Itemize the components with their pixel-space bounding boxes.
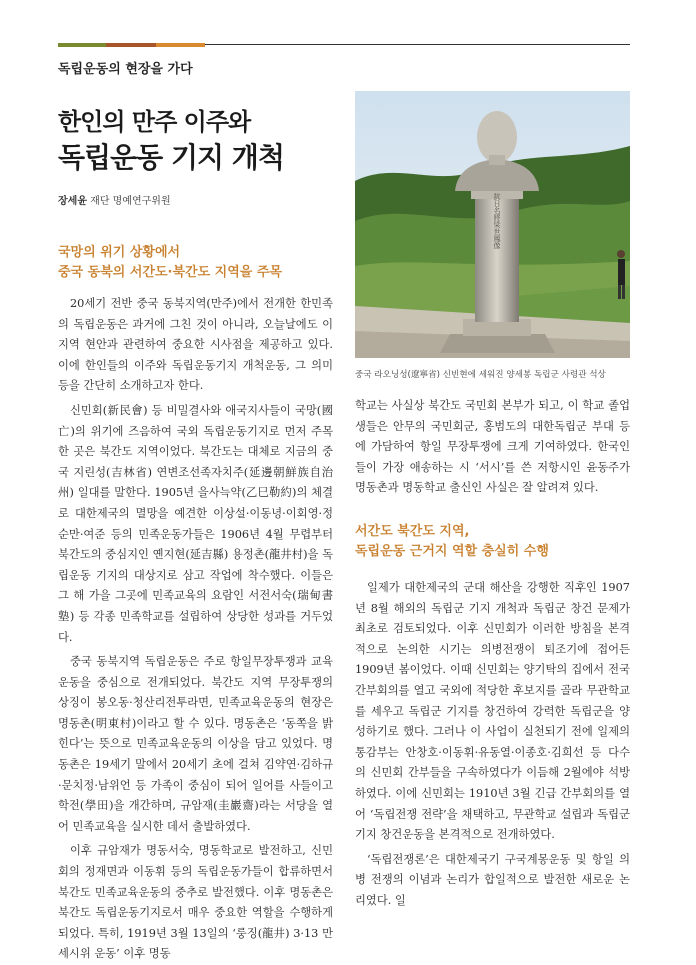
section2-paragraph: ‘독립전쟁론’은 대한제국기 구국계몽운동 및 항일 의병 전쟁의 이념과 논리가 합일적으로 발전한 새로운 논리였다. 일 bbox=[355, 852, 630, 907]
author-name: 장세윤 bbox=[58, 196, 87, 207]
section2-heading-line1: 서간도 북간도 지역, bbox=[355, 524, 470, 539]
section1-heading-line1: 국망의 위기 상황에서 bbox=[58, 245, 181, 260]
header-rule bbox=[205, 44, 630, 45]
section2-paragraph: 일제가 대한제국의 군대 해산을 강행한 직후인 1907년 8월 해외의 독립군 기지 개척과 독립군 창건 문제가 최초로 검토되었다. 이후 신민회가 이러한 방침을 본격적으로 논의한 시기는 의병전쟁이 퇴조기에 접어든 1909년 봄이었다. 이때 신민회는 양기탁의 집에서 전국 간부회의를 열고 국외에 적당한 후보지를 골라 무관학교를 세우고 독립군 기지를 창건하여 강력한 독립군을 양성하기로 했다. 그러나 이 사업이 실천되기 전에 일제의 통감부는 안창호·이동휘·유동열·이종호·김희선 등 다수의 신민회 간부들을 구속하였다가 이듬해 2월에야 석방하였다. 이에 신민회는 1910년 3월 긴급 간부회의를 열어 ‘독립전쟁 전략’을 채택하고, 무관학교 설립과 독립군 기지 창건운동을 본격적으로 전개하였다. bbox=[355, 581, 630, 842]
section1-heading bbox=[58, 243, 348, 283]
color-bar-brown bbox=[106, 43, 156, 47]
section2-intro-paragraph: 학교는 사실상 북간도 국민회 본부가 되고, 이 학교 졸업생들은 안무의 국민회군, 홍범도의 대한독립군 부대 등에 가담하여 항일 무장투쟁에 크게 기여하였다. 한국인들이 가장 애송하는 시 ‘서시’를 쓴 저항시인 윤동주가 명동촌과 명동학교 출신인 사실은 잘 알려져 있다. bbox=[355, 399, 630, 495]
author-affiliation: 재단 명예연구위원 bbox=[86, 196, 171, 207]
section2-heading bbox=[355, 522, 630, 562]
article-title-line2: 독립운동 기지 개척 bbox=[58, 141, 284, 174]
stele-inscription: 抗日名將梁世鳳像 bbox=[493, 193, 501, 249]
section2-heading-line2: 독립운동 근거지 역할 충실히 수행 bbox=[355, 544, 549, 559]
section1-body bbox=[58, 294, 333, 965]
section1-paragraph: 중국 동북지역 독립운동은 주로 항일무장투쟁과 교육운동을 중심으로 전개되었다. 북간도 지역 무장투쟁의 상징이 봉오동·청산리전투라면, 민족교육운동의 현장은 명동촌(明東村)이라고 할 수 있다. 명동촌은 ‘동쪽을 밝힌다’는 뜻으로 민족교육운동의 이상을 담고 있었다. 명동촌은 19세기 말에서 20세기 초에 걸쳐 김약연·김하규·문치정·남위언 등 가족이 중심이 되어 일어를 사들이고 학전(學田)을 개간하며, 규암재(圭巖齋)라는 서당을 열어 민족교육을 실시한 데서 출발하였다. bbox=[58, 655, 333, 833]
section2-body bbox=[355, 578, 630, 912]
section-label: 독립운동의 현장을 가다 bbox=[58, 62, 193, 77]
section1-paragraph: 신민회(新民會) 등 비밀결사와 애국지사들이 국망(國亡)의 위기에 즈음하여 국외 독립운동기지로 먼저 주목한 곳은 북간도 지역이었다. 북간도는 대체로 지금의 중국 지린성(吉林省) 연변조선족자치주(延邊朝鮮族自治州) 일대를 말한다. 1905년 을사늑약(乙巳勒約)의 체결로 대한제국의 멸망을 예견한 이상설·이동녕·이회영·정순만·여준 등의 민족운동가들은 1906년 4월 무렵부터 북간도의 중심지인 옌지현(延吉縣) 용정촌(龍井村)을 독립운동 기지의 대상지로 삼고 작업에 착수했다. 이들은 그 해 가을 그곳에 민족교육의 요람인 서전서숙(瑞甸書塾) 등 각종 민족학교를 설립하여 상당한 성과를 거두었다. bbox=[58, 403, 333, 644]
article-title-line1: 한인의 만주 이주와 bbox=[58, 108, 251, 136]
byline bbox=[58, 192, 171, 207]
section1-heading-line2: 중국 동북의 서간도·북간도 지역을 주목 bbox=[58, 265, 282, 280]
section2-intro bbox=[355, 396, 630, 499]
section1-paragraph: 이후 규암재가 명동서숙, 명동학교로 발전하고, 신민회의 정재면과 이동휘 등의 독립운동가들이 합류하면서 북간도 민족교육운동의 중추로 발전했다. 이후 명동촌은 북간도 독립운동기지로서 매우 중요한 역할을 수행하게 되었다. 특히, 1919년 3월 13일의 ‘룽징(龍井) 3·13 만세시위 운동’ 이후 명동 bbox=[58, 844, 333, 961]
color-bar-green bbox=[58, 43, 106, 47]
color-bar-orange bbox=[156, 43, 205, 47]
section1-paragraph: 20세기 전반 중국 동북지역(만주)에서 전개한 한민족의 독립운동은 과거에 그친 것이 아니라, 오늘날에도 이 지역 현안과 관련하여 중요한 시사점을 제공하고 있다. 이에 한인들의 이주와 독립운동기지 개척운동, 그 의미 등을 간단히 소개하고자 한다. bbox=[58, 297, 333, 393]
statue-photo bbox=[355, 91, 630, 358]
photo-caption: 중국 라오닝성(遼寧省) 신빈현에 세워진 양세봉 독립군 사령관 석상 bbox=[355, 370, 606, 380]
header-color-bar bbox=[58, 43, 630, 47]
